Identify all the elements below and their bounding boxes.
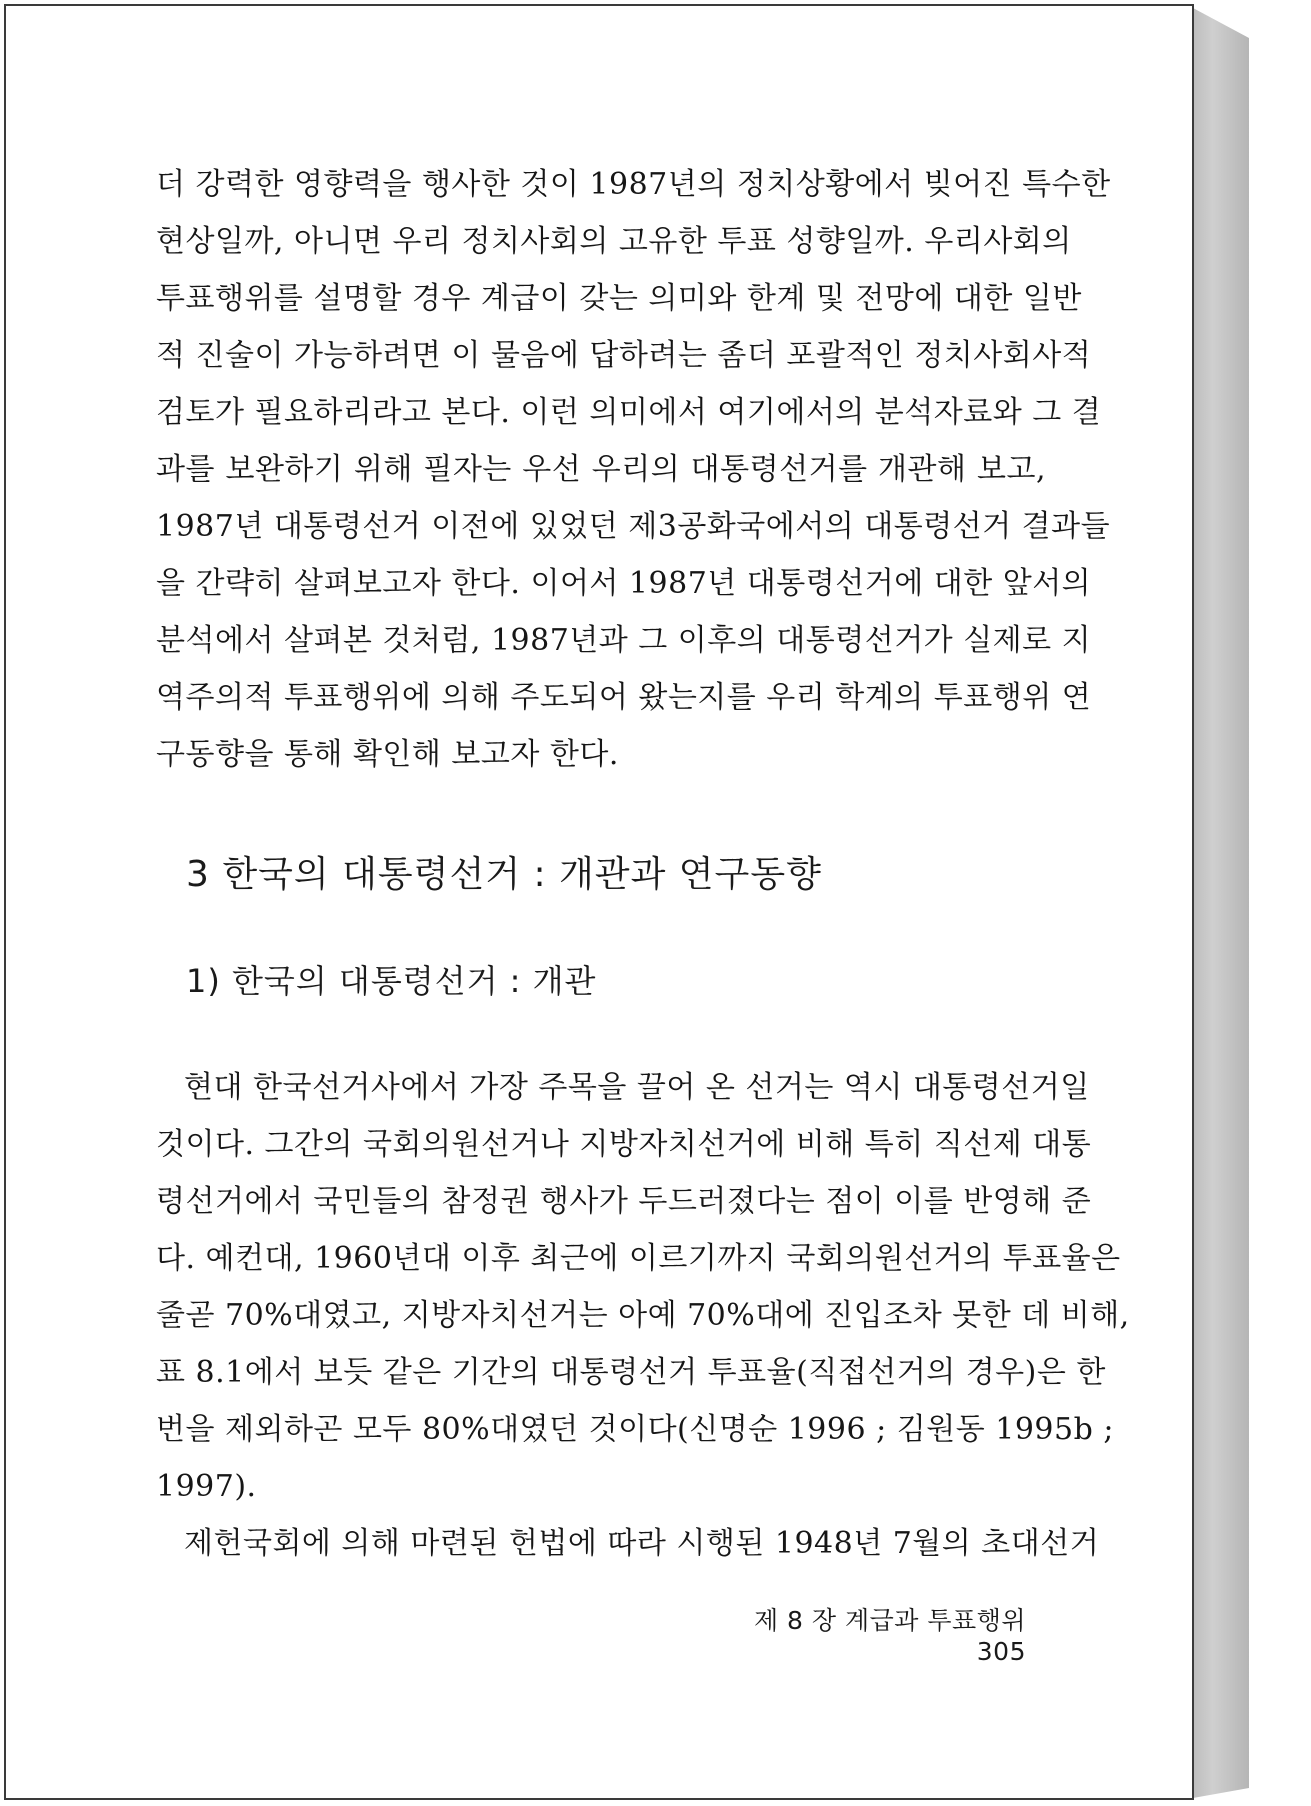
section-heading: 3 한국의 대통령선거 : 개관과 연구동향 — [186, 854, 822, 895]
paragraph-line: 표 8.1에서 보듯 같은 기간의 대통령선거 투표율(직접선거의 경우)은 한 — [156, 1355, 1106, 1390]
paragraph-line: 번을 제외하곤 모두 80%대였던 것이다(신명순 1996 ; 김원동 1995b ; — [156, 1412, 1114, 1447]
paragraph-line: 검토가 필요하리라고 본다. 이런 의미에서 여기에서의 분석자료와 그 결 — [156, 395, 1102, 430]
paragraph-line: 구동향을 통해 확인해 보고자 한다. — [156, 737, 619, 772]
paragraph-line: 현상일까, 아니면 우리 정치사회의 고유한 투표 성향일까. 우리사회의 — [156, 224, 1072, 259]
subsection-heading: 1) 한국의 대통령선거 : 개관 — [186, 962, 597, 1000]
paragraph-line: 1997). — [156, 1469, 257, 1504]
paragraph-line: 제헌국회에 의해 마련된 헌법에 따라 시행된 1948년 7월의 초대선거 — [184, 1526, 1100, 1561]
paragraph-2 — [156, 1059, 1130, 1515]
paragraph-3 — [156, 1515, 1100, 1572]
paragraph-line: 적 진술이 가능하려면 이 물음에 답하려는 좀더 포괄적인 정치사회사적 — [156, 338, 1092, 373]
paragraph-line: 줄곧 70%대였고, 지방자치선거는 아예 70%대에 진입조차 못한 데 비해, — [156, 1298, 1130, 1333]
paragraph-line: 다. 예컨대, 1960년대 이후 최근에 이르기까지 국회의원선거의 투표율은 — [156, 1241, 1121, 1276]
paragraph-line: 역주의적 투표행위에 의해 주도되어 왔는지를 우리 학계의 투표행위 연 — [156, 680, 1092, 715]
paragraph-line: 더 강력한 영향력을 행사한 것이 1987년의 정치상황에서 빚어진 특수한 — [156, 167, 1111, 202]
page-footer — [706, 1601, 1026, 1666]
paragraph-line: 분석에서 살펴본 것처럼, 1987년과 그 이후의 대통령선거가 실제로 지 — [156, 623, 1092, 658]
paragraph-line: 1987년 대통령선거 이전에 있었던 제3공화국에서의 대통령선거 결과들 — [156, 509, 1111, 544]
paragraph-line: 과를 보완하기 위해 필자는 우선 우리의 대통령선거를 개관해 보고, — [156, 452, 1046, 487]
paragraph-line: 것이다. 그간의 국회의원선거나 지방자치선거에 비해 특히 직선제 대통 — [156, 1127, 1092, 1162]
running-title: 제 8 장 계급과 투표행위 — [753, 1606, 1026, 1635]
paragraph-line: 령선거에서 국민들의 참정권 행사가 두드러졌다는 점이 이를 반영해 준 — [156, 1184, 1092, 1219]
book-page-edge — [1193, 8, 1249, 1798]
paragraph-line: 투표행위를 설명할 경우 계급이 갖는 의미와 한계 및 전망에 대한 일반 — [156, 281, 1082, 316]
paragraph-line: 을 간략히 살펴보고자 한다. 이어서 1987년 대통령선거에 대한 앞서의 — [156, 566, 1092, 601]
paragraph-line: 현대 한국선거사에서 가장 주목을 끌어 온 선거는 역시 대통령선거일 — [184, 1070, 1090, 1105]
page-number: 305 — [976, 1637, 1026, 1666]
book-page — [4, 4, 1194, 1800]
paragraph-1 — [156, 156, 1111, 783]
